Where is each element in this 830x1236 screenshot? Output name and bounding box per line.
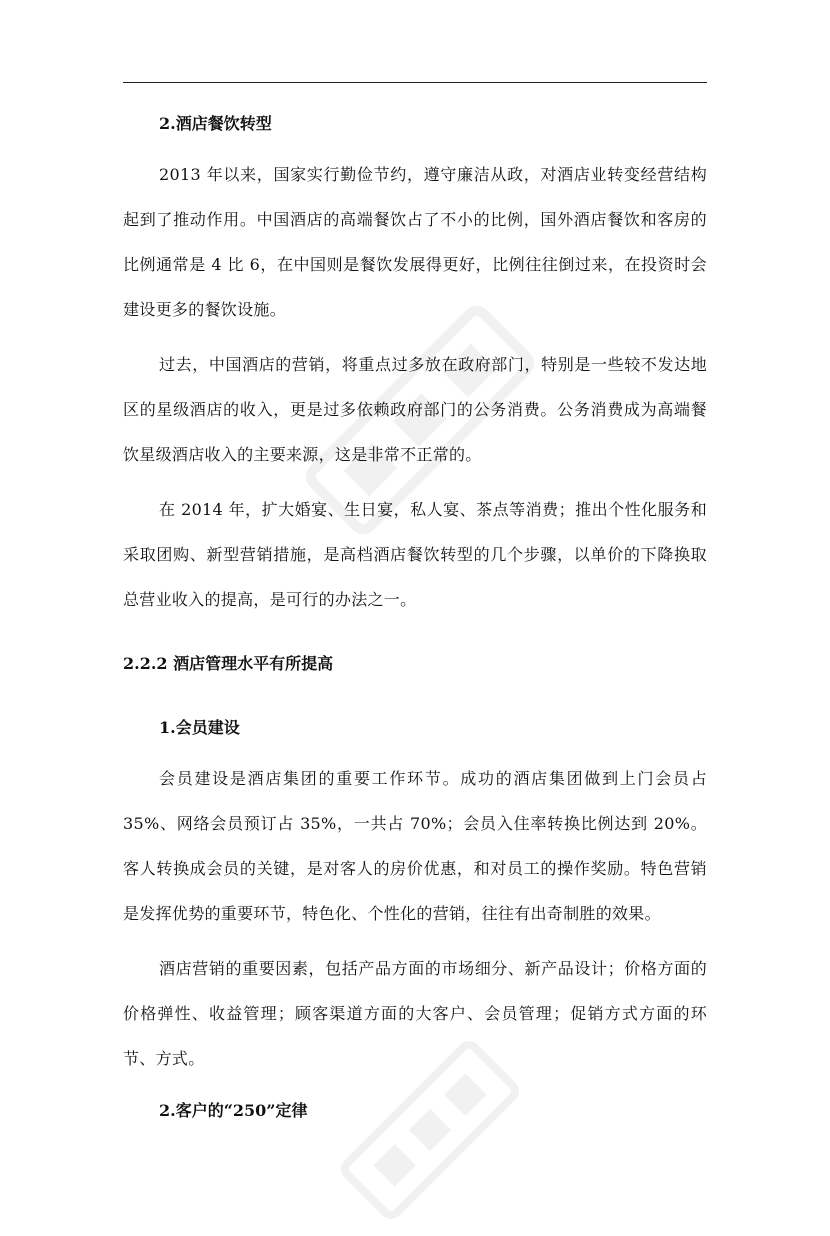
paragraph: 过去，中国酒店的营销，将重点过多放在政府部门，特别是一些较不发达地区的星级酒店的收入，更是过多依赖政府部门的公务消费。公务消费成为高端餐饮星级酒店收入的主要来源，这是非常不正常的。	[123, 355, 707, 464]
subsection-title: 2.2.2 酒店管理水平有所提高	[123, 654, 334, 673]
page-content	[123, 104, 707, 1131]
paragraph: 2013 年以来，国家实行勤俭节约，遵守廉洁从政，对酒店业转变经营结构起到了推动作用。中国酒店的高端餐饮占了不小的比例，国外酒店餐饮和客房的比例通常是 4 比 6，在中国则是餐饮发展得更好，比例往往倒过来，在投资时会建设更多的餐饮设施。	[123, 165, 707, 319]
paragraph: 会员建设是酒店集团的重要工作环节。成功的酒店集团做到上门会员占35%、网络会员预订占 35%，一共占 70%；会员入住率转换比例达到 20%。客人转换成会员的关键，是对客人的房价优惠，和对员工的操作奖励。特色营销是发挥优势的重要环节，特色化、个性化的营销，往往有出奇制胜的效果。	[123, 769, 707, 923]
paragraph: 酒店营销的重要因素，包括产品方面的市场细分、新产品设计；价格方面的价格弹性、收益管理；顾客渠道方面的大客户、会员管理；促销方式方面的环节、方式。	[123, 959, 707, 1068]
header-rule	[123, 82, 707, 83]
section-heading-hotel-catering: 2.酒店餐饮转型	[159, 114, 272, 133]
section-heading-membership: 1.会员建设	[159, 718, 240, 737]
paragraph: 在 2014 年，扩大婚宴、生日宴，私人宴、茶点等消费；推出个性化服务和采取团购、新型营销措施，是高档酒店餐饮转型的几个步骤，以单价的下降换取总营业收入的提高，是可行的办法之一。	[123, 500, 707, 609]
section-heading-250-law: 2.客户的“250”定律	[159, 1101, 308, 1120]
